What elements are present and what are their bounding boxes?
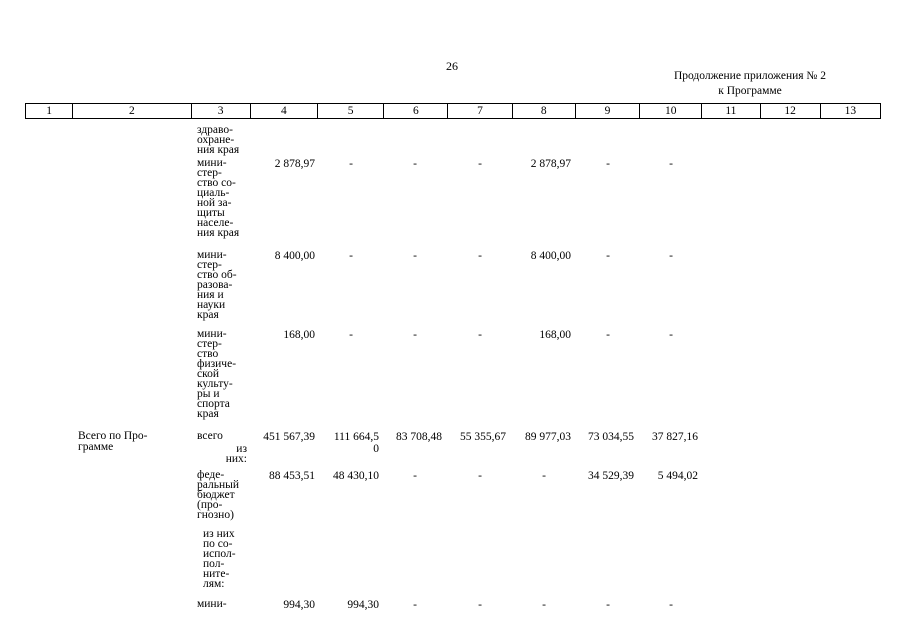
r3-col6-value: - [413,329,417,341]
r3-col9-value: - [606,329,610,341]
r8-col10-value: - [669,599,673,611]
co-executors-label: из них по со- испол- пол- ните- лям: [203,528,236,590]
r8-col4-value: 994,30 [283,599,315,611]
r1-col8-value: 2 878,97 [530,158,571,170]
column-number-header [25,103,881,119]
header-col-9: 9 [575,104,639,119]
appendix-caption [640,69,860,99]
r3-col10-value: - [669,329,673,341]
r1-col9-value: - [606,158,610,170]
caption-line-2: к Программе [718,85,782,97]
executor-ministry-partial: мини- [197,598,227,610]
r4-col10-value: 37 827,16 [652,431,698,443]
r1-col10-value: - [669,158,673,170]
r8-col5-value: 994,30 [347,599,379,611]
federal-budget-label: феде- ральный бюджет (про- гнозно) [197,469,239,521]
r4-col7-value: 55 355,67 [460,431,506,443]
r8-col9-value: - [606,599,610,611]
r6-col5-value: 48 430,10 [333,470,379,482]
executor-social-protection: мини- стер- ство со- циаль- ной за- щиты населе- ния края [197,157,240,239]
header-col-8: 8 [512,104,575,119]
page-number: 26 [446,59,458,73]
r4-col8-value: 89 977,03 [525,431,571,443]
r2-col8-value: 8 400,00 [530,250,571,262]
header-col-6: 6 [384,104,448,119]
r3-col4-value: 168,00 [283,329,315,341]
r3-col5-value: - [349,329,353,341]
r4-col6-value: 83 708,48 [396,431,442,443]
r2-col7-value: - [478,250,482,262]
r3-col7-value: - [478,329,482,341]
r6-col7-value: - [478,470,482,482]
header-col-4: 4 [250,104,317,119]
r6-col9-value: 34 529,39 [588,470,634,482]
r2-col10-value: - [669,250,673,262]
header-col-11: 11 [702,104,760,119]
of-which-label: из них: [225,443,247,465]
r8-col7-value: - [478,599,482,611]
header-col-10: 10 [640,104,702,119]
r2-col5-value: - [349,250,353,262]
r6-col6-value: - [413,470,417,482]
executor-sport-ministry: мини- стер- ство физиче- ской культу- ры и спорта края [197,328,237,420]
r4-col9-value: 73 034,55 [588,431,634,443]
r4-col4-value: 451 567,39 [263,431,315,443]
header-col-3: 3 [191,104,250,119]
r2-col9-value: - [606,250,610,262]
header-col-1: 1 [26,104,73,119]
program-total-label: Всего по Про- грамме [78,430,148,453]
r6-col8-value: - [542,470,546,482]
header-col-12: 12 [760,104,820,119]
caption-line-1: Продолжение приложения № 2 [673,70,827,82]
header-col-5: 5 [318,104,384,119]
r1-col5-value: - [349,158,353,170]
r8-col6-value: - [413,599,417,611]
r1-col4-value: 2 878,97 [274,158,315,170]
header-col-2: 2 [73,104,191,119]
executor-health-ministry: здраво- охране- ния края [197,124,240,156]
r2-col6-value: - [413,250,417,262]
r1-col6-value: - [413,158,417,170]
header-col-7: 7 [448,104,512,119]
r4-col5-value: 111 664,5 0 [333,431,379,455]
executor-education-ministry: мини- стер- ство об- разова- ния и науки края [197,249,237,321]
total-all-label: всего [197,430,223,442]
r6-col4-value: 88 453,51 [269,470,315,482]
r2-col4-value: 8 400,00 [274,250,315,262]
r3-col8-value: 168,00 [539,329,571,341]
header-col-13: 13 [820,104,880,119]
r1-col7-value: - [478,158,482,170]
r8-col8-value: - [542,599,546,611]
r6-col10-value: 5 494,02 [657,470,698,482]
